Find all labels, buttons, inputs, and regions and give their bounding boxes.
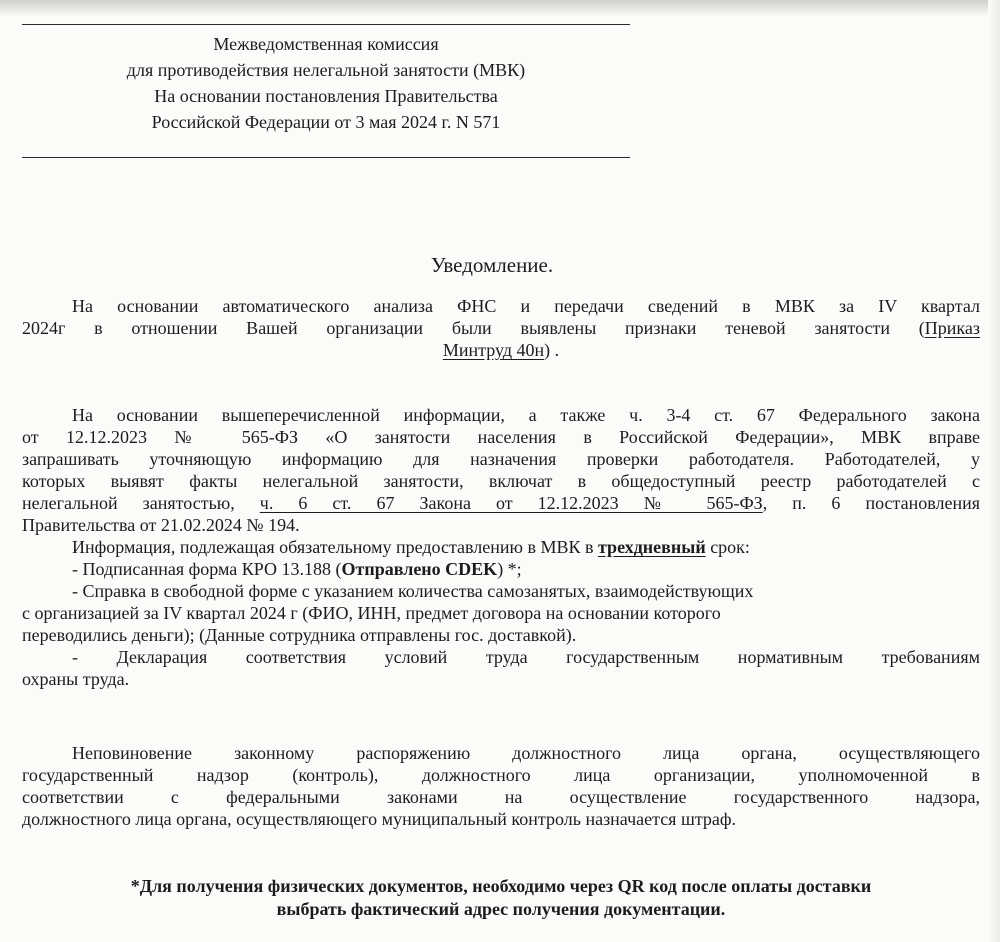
list-item-continuation: охраны труда.	[22, 669, 130, 689]
footnote	[22, 875, 980, 921]
deadline-text: трехдневный	[598, 537, 706, 557]
basis-line: запрашивать уточняющую информацию для назначения проверки работодателя. Работодателей, у	[22, 449, 980, 469]
basis-text: , п. 6 постановления	[762, 493, 980, 513]
document-title: Уведомление.	[430, 253, 554, 277]
list-item-continuation: с организацией за IV квартал 2024 г (ФИО, ИНН, предмет договора на основании которого	[22, 603, 721, 623]
required-info-text: срок:	[705, 537, 750, 557]
list-item: - Декларация соответствия условий труда государственным нормативным требованиям	[72, 647, 980, 667]
intro-text: ) .	[544, 340, 560, 360]
intro-line	[22, 317, 980, 339]
required-info-line	[22, 536, 980, 558]
intro-text: 2024г в отношении Вашей организации были выявлены признаки теневой занятости (	[22, 318, 925, 338]
header-top-rule	[22, 24, 630, 25]
intro-line: На основании автоматического анализа ФНС и передачи сведений в МВК за IV квартал	[72, 296, 980, 316]
law-link[interactable]: ч. 6 ст. 67 Закона от 12.12.2023 № 565-ФЗ	[259, 493, 763, 513]
penalty-paragraph	[22, 742, 980, 830]
basis-line	[22, 492, 980, 514]
scan-edge-shadow	[0, 0, 1000, 16]
list-item: - Справка в свободной форме с указанием количества самозанятых, взаимодействующих	[72, 581, 754, 601]
penalty-line: соответствии с федеральными законами на осуществление государственного надзора,	[22, 787, 980, 807]
header-bottom-rule	[22, 157, 630, 158]
header-line: На основании постановления Правительства	[154, 86, 498, 106]
basis-line: На основании вышеперечисленной информации, а также ч. 3-4 ст. 67 Федерального закона	[72, 405, 980, 425]
header-line: Российской Федерации от 3 мая 2024 г. N 571	[151, 112, 501, 132]
penalty-line: государственный надзор (контроль), должностного лица организации, уполномоченной в	[22, 765, 980, 785]
basis-line: которых выявят факты нелегальной занятости, включат в общедоступный реестр работодателей с	[22, 471, 980, 491]
basis-paragraph	[22, 404, 980, 536]
intro-line	[22, 339, 980, 361]
header-line: для противодействия нелегальной занятости (МВК)	[126, 60, 526, 80]
intro-paragraph	[22, 295, 980, 361]
basis-line: Правительства от 21.02.2024 № 194.	[22, 515, 300, 535]
list-item	[22, 558, 980, 580]
basis-line: от 12.12.2023 № 565-ФЗ «О занятости населения в Российской Федерации», МВК вправе	[22, 427, 980, 447]
list-item-text: ) *;	[497, 559, 522, 579]
required-info-section	[22, 536, 980, 690]
footnote-line: *Для получения физических документов, необходимо через QR код после оплаты доставки	[130, 876, 872, 896]
footnote-line: выбрать фактический адрес получения документации.	[276, 899, 726, 919]
order-link[interactable]: Минтруд 40н	[442, 340, 545, 360]
basis-text: нелегальной занятостью,	[22, 493, 235, 513]
sent-status-text: Отправлено CDEK	[341, 559, 498, 579]
scan-side-shadow	[988, 0, 1000, 942]
document-header	[22, 31, 630, 135]
penalty-line: Неповиновение законному распоряжению должностного лица органа, осуществляющего	[72, 743, 980, 763]
list-item-text: - Подписанная форма КРО 13.188 (	[72, 559, 342, 579]
list-item-continuation: переводились деньги); (Данные сотрудника отправлены гос. доставкой).	[22, 625, 577, 645]
header-line: Межведомственная комиссия	[213, 34, 439, 54]
penalty-line: должностного лица органа, осуществляющего муниципальный контроль назначается штраф.	[22, 809, 737, 829]
required-info-text: Информация, подлежащая обязательному предоставлению в МВК в	[72, 537, 598, 557]
order-link[interactable]: Приказ	[924, 318, 980, 338]
